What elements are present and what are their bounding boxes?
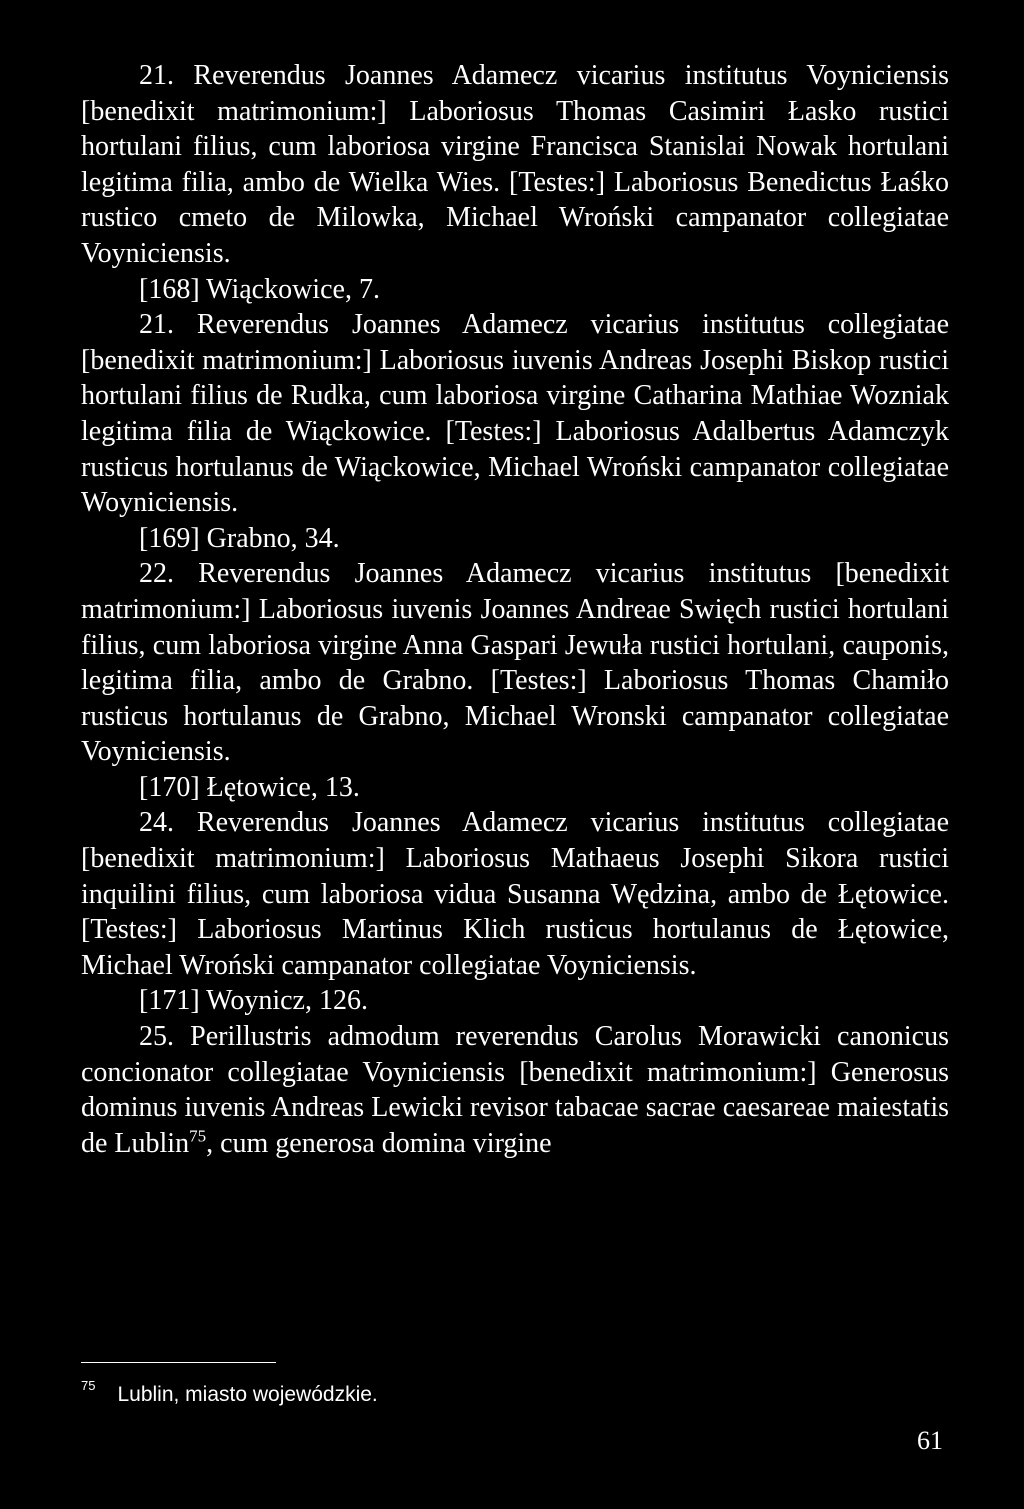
entry-paragraph bbox=[81, 1019, 949, 1161]
entry-paragraph: 22. Reverendus Joannes Adamecz vicarius institutus [benedixit matrimonium:] Laboriosus iuvenis Joannes Andreae Swięch rustici hortulani filius, cum laboriosa virgine Anna Gaspari Jewuła rustici hortulani, cauponis, legitima filia, ambo de Grabno. [Testes:] Laboriosus Thomas Chamiło rusticus hortulanus de Grabno, Michael Wronski campanator collegiatae Voyniciensis. bbox=[81, 558, 949, 768]
entry-heading: [171] Woynicz, 126. bbox=[139, 985, 368, 1017]
footnote-text: Lublin, miasto wojewódzkie. bbox=[117, 1383, 378, 1406]
entry-text: , cum generosa domina virgine bbox=[206, 1127, 552, 1159]
entry-text: 25. Perillustris admodum reverendus Carolus Morawicki canonicus concionator collegiatae Voyniciensis [benedixit matrimonium:] Generosus dominus iuvenis Andreas Lewicki revisor tabacae sacrae caesareae maiestatis de Lublin bbox=[81, 1021, 949, 1159]
page-number: 61 bbox=[917, 1426, 943, 1455]
entry-heading: [169] Grabno, 34. bbox=[139, 522, 340, 554]
footnote-reference[interactable]: 75 bbox=[189, 1126, 207, 1146]
page-body bbox=[81, 58, 949, 1161]
entry-paragraph: 21. Reverendus Joannes Adamecz vicarius institutus Voyniciensis [benedixit matrimonium:] Laboriosus Thomas Casimiri Łasko rustici hortulani filius, cum laboriosa virgine Francisca Stanislai Nowak hortulani legitima filia, ambo de Wielka Wies. [Testes:] Laboriosus Benedictus Łaśko rustico cmeto de Milowka, Michael Wroński campanator collegiatae Voyniciensis. bbox=[81, 60, 949, 269]
footnote bbox=[81, 1375, 378, 1409]
entry-heading: [170] Łętowice, 13. bbox=[139, 771, 360, 803]
entry-paragraph: 24. Reverendus Joannes Adamecz vicarius institutus collegiatae [benedixit matrimonium:] Laboriosus Mathaeus Josephi Sikora rustici inquilini filius, cum laboriosa vidua Susanna Wędzina, ambo de Łętowice. [Testes:] Laboriosus Martinus Klich rusticus hortulanus de Łętowice, Michael Wroński campanator collegiatae Voyniciensis. bbox=[81, 807, 949, 981]
entry-heading: [168] Wiąckowice, 7. bbox=[139, 273, 380, 305]
footnote-divider bbox=[81, 1362, 276, 1363]
entry-paragraph: 21. Reverendus Joannes Adamecz vicarius institutus collegiatae [benedixit matrimonium:] Laboriosus iuvenis Andreas Josephi Biskop rustici hortulani filius de Rudka, cum laboriosa virgine Catharina Mathiae Wozniak legitima filia de Wiąckowice. [Testes:] Laboriosus Adalbertus Adamczyk rusticus hortulanus de Wiąckowice, Michael Wroński campanator collegiatae Woyniciensis. bbox=[81, 309, 949, 519]
footnote-marker: 75 bbox=[81, 1378, 96, 1393]
